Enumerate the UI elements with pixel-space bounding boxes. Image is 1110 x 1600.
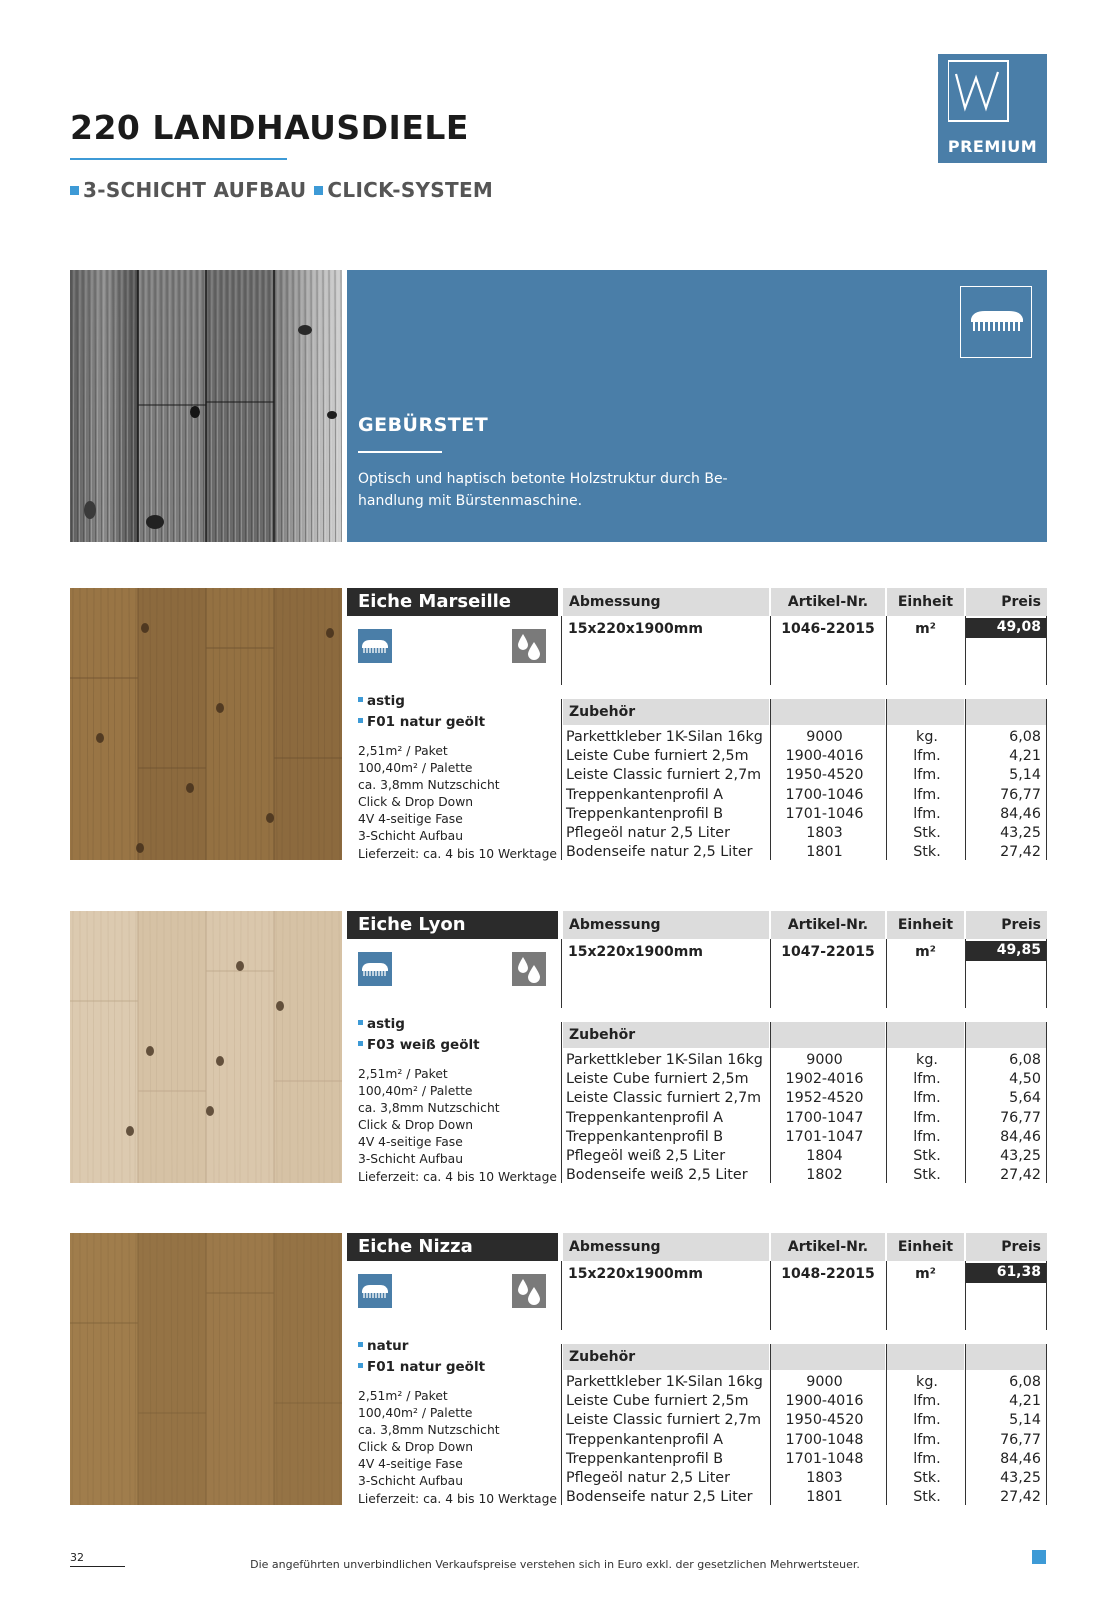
- table-divider: [770, 939, 771, 1008]
- page-title: 220 LANDHAUSDIELE: [70, 108, 469, 147]
- accessory-row: [70, 806, 1047, 825]
- accessory-price: 43,25: [1000, 825, 1041, 841]
- product-block: [70, 911, 1047, 1183]
- accessory-article: 1803: [806, 1470, 843, 1486]
- accessory-row: [70, 1090, 1047, 1109]
- accessory-unit: kg.: [916, 729, 938, 745]
- accessory-price: 6,08: [1009, 1052, 1041, 1068]
- accessory-unit: lfm.: [913, 1450, 941, 1467]
- accessory-article: 1952-4520: [785, 1090, 864, 1107]
- product-unit: m²: [915, 1266, 936, 1282]
- accessory-unit: lfm.: [913, 1128, 941, 1145]
- accessory-price: 84,46: [1000, 1450, 1041, 1467]
- accessories-header-cell: [887, 699, 964, 725]
- product-spec-line: ca. 3,8mm Nutzschicht: [358, 1101, 500, 1116]
- brushed-info-panel: [347, 270, 1047, 542]
- accessory-article: 1902-4016: [785, 1071, 864, 1088]
- accessory-name: Pflegeöl weiß 2,5 Liter: [566, 1148, 726, 1164]
- column-header-dimension: Abmessung: [563, 1233, 769, 1261]
- product-spec-line: 100,40m² / Palette: [358, 761, 473, 776]
- accessory-unit: lfm.: [913, 1109, 941, 1126]
- product-unit: m²: [915, 944, 936, 960]
- table-divider: [561, 616, 562, 685]
- accessories-header-cell: [966, 1344, 1047, 1370]
- bullet-square-icon: [358, 697, 363, 702]
- accessory-name: Treppenkantenprofil B: [566, 1128, 724, 1145]
- accessories-header-cell: [966, 1022, 1047, 1048]
- table-divider: [886, 1261, 887, 1330]
- accessory-price: 6,08: [1009, 729, 1041, 745]
- accessory-price: 76,77: [1000, 1109, 1041, 1126]
- accessory-unit: kg.: [916, 1052, 938, 1068]
- product-spec-line: 4V 4-seitige Fase: [358, 812, 463, 827]
- accessory-name: Pflegeöl natur 2,5 Liter: [566, 825, 730, 841]
- product-spec-line: 3-Schicht Aufbau: [358, 1474, 463, 1489]
- accessory-unit: lfm.: [913, 1090, 941, 1107]
- accessory-article: 1950-4520: [785, 1412, 864, 1429]
- column-header-dimension: Abmessung: [563, 911, 769, 939]
- accessory-name: Leiste Classic furniert 2,7m: [566, 1412, 762, 1429]
- accessory-name: Leiste Classic furniert 2,7m: [566, 1090, 762, 1107]
- accessory-unit: Stk.: [913, 1470, 941, 1486]
- hero-description: Optisch und haptisch betonte Holzstruktur durch Be-handlung mit Bürstenmaschine.: [358, 471, 728, 509]
- accessory-row: [70, 1412, 1047, 1431]
- product-spec-line: 4V 4-seitige Fase: [358, 1135, 463, 1150]
- accessory-row: [70, 767, 1047, 786]
- product-name: Eiche Marseille: [347, 588, 558, 616]
- accessory-price: 5,64: [1009, 1090, 1041, 1107]
- product-article: 1047-22015: [781, 944, 875, 960]
- product-spec-line: 2,51m² / Paket: [358, 1389, 448, 1403]
- product-block: [70, 1233, 1047, 1505]
- accessory-unit: Stk.: [913, 825, 941, 841]
- accessories-header-cell: [966, 699, 1047, 725]
- accessory-unit: lfm.: [913, 805, 941, 822]
- product-unit: m²: [915, 621, 936, 637]
- oil-drops-icon: [512, 1274, 546, 1308]
- table-divider: [965, 616, 966, 685]
- accessories-header-cell: [771, 1344, 885, 1370]
- table-divider: [965, 1261, 966, 1330]
- product-article: 1048-22015: [781, 1266, 875, 1282]
- accessory-article: 9000: [806, 729, 843, 745]
- accessory-unit: lfm.: [913, 1412, 941, 1429]
- accessory-article: 9000: [806, 1374, 843, 1390]
- accessory-unit: Stk.: [913, 1489, 941, 1506]
- column-header-unit: Einheit: [887, 1233, 964, 1261]
- accessory-unit: lfm.: [913, 767, 941, 784]
- accessory-row: [70, 787, 1047, 806]
- accessory-name: Leiste Cube furniert 2,5m: [566, 1071, 749, 1088]
- product-dimension: 15x220x1900mm: [568, 944, 703, 960]
- product-spec-line: ca. 3,8mm Nutzschicht: [358, 1423, 500, 1438]
- brush-icon: [358, 1274, 392, 1308]
- accessory-row: [70, 1071, 1047, 1090]
- accessories-header-cell: [771, 1022, 885, 1048]
- product-tags: [358, 1336, 485, 1378]
- accessory-name: Bodenseife natur 2,5 Liter: [566, 844, 753, 861]
- table-divider: [1046, 939, 1047, 1008]
- product-spec-line: Lieferzeit: ca. 4 bis 10 Werktage: [358, 846, 557, 861]
- accessory-price: 76,77: [1000, 786, 1041, 803]
- product-spec-line: 2,51m² / Paket: [358, 1067, 448, 1081]
- accessory-unit: lfm.: [913, 786, 941, 803]
- table-divider: [561, 939, 562, 1008]
- accessories-header: Zubehör: [563, 1344, 769, 1370]
- product-tags: [358, 1014, 480, 1056]
- product-spec-line: 100,40m² / Palette: [358, 1084, 473, 1099]
- bullet-square-icon: [358, 1342, 363, 1347]
- accessory-price: 76,77: [1000, 1431, 1041, 1448]
- accessory-row: [70, 1374, 1047, 1393]
- brush-icon: [358, 629, 392, 663]
- product-tags: [358, 691, 485, 733]
- product-article: 1046-22015: [781, 621, 875, 637]
- table-divider: [886, 616, 887, 685]
- accessory-row: [70, 1470, 1047, 1489]
- product-tag: F03 weiß geölt: [358, 1035, 480, 1056]
- product-tag: astig: [358, 691, 485, 712]
- accessory-row: [70, 1489, 1047, 1508]
- accessory-article: 9000: [806, 1052, 843, 1068]
- accessory-unit: Stk.: [913, 844, 941, 861]
- product-price: 49,08: [966, 618, 1047, 638]
- accessory-article: 1701-1048: [785, 1450, 864, 1467]
- column-header-dimension: Abmessung: [563, 588, 769, 616]
- accessory-row: [70, 729, 1047, 748]
- accessory-unit: Stk.: [913, 1167, 941, 1184]
- accessory-article: 1802: [806, 1167, 843, 1184]
- bullet-square-icon: [358, 1020, 363, 1025]
- accessory-article: 1700-1048: [785, 1431, 864, 1448]
- table-divider: [1046, 1261, 1047, 1330]
- column-header-article: Artikel-Nr.: [771, 588, 885, 616]
- accessories-header-cell: [771, 699, 885, 725]
- product-tag: F01 natur geölt: [358, 1357, 485, 1378]
- accessory-price: 43,25: [1000, 1470, 1041, 1486]
- accessory-row: [70, 1393, 1047, 1412]
- accessory-article: 1950-4520: [785, 767, 864, 784]
- product-spec-line: Click & Drop Down: [358, 1118, 474, 1133]
- product-tag: F01 natur geölt: [358, 712, 485, 733]
- product-spec-line: Lieferzeit: ca. 4 bis 10 Werktage: [358, 1491, 557, 1506]
- product-dimension: 15x220x1900mm: [568, 1266, 703, 1282]
- accessory-row: [70, 1052, 1047, 1071]
- accessory-article: 1900-4016: [785, 748, 864, 765]
- accessory-price: 5,14: [1009, 1412, 1041, 1429]
- accessory-name: Parkettkleber 1K-Silan 16kg: [566, 1374, 763, 1390]
- footer-square-icon: [1032, 1550, 1046, 1564]
- accessory-unit: lfm.: [913, 1071, 941, 1088]
- column-header-article: Artikel-Nr.: [771, 911, 885, 939]
- accessory-row: [70, 1110, 1047, 1129]
- column-header-article: Artikel-Nr.: [771, 1233, 885, 1261]
- table-divider: [1046, 616, 1047, 685]
- accessory-row: [70, 1451, 1047, 1470]
- column-header-unit: Einheit: [887, 911, 964, 939]
- table-divider: [965, 939, 966, 1008]
- accessory-price: 27,42: [1000, 1489, 1041, 1506]
- premium-label: PREMIUM: [947, 137, 1038, 156]
- accessory-name: Bodenseife weiß 2,5 Liter: [566, 1167, 748, 1184]
- product-spec-line: 3-Schicht Aufbau: [358, 829, 463, 844]
- column-header-price: Preis: [966, 911, 1047, 939]
- column-header-price: Preis: [966, 588, 1047, 616]
- table-divider: [770, 1261, 771, 1330]
- accessory-name: Leiste Classic furniert 2,7m: [566, 767, 762, 784]
- accessory-row: [70, 1129, 1047, 1148]
- accessory-row: [70, 844, 1047, 863]
- subtitle-part-1: 3-SCHICHT AUFBAU: [83, 178, 307, 202]
- table-divider: [561, 1261, 562, 1330]
- brush-icon: [960, 286, 1032, 358]
- accessories-header: Zubehör: [563, 1022, 769, 1048]
- accessory-article: 1803: [806, 825, 843, 841]
- hero-title-underline: [358, 451, 442, 453]
- product-block: [70, 588, 1047, 860]
- footer-note: Die angeführten unverbindlichen Verkaufspreise verstehen sich in Euro exkl. der gesetzlichen Mehrwertsteuer.: [250, 1558, 860, 1571]
- accessory-price: 4,21: [1009, 1393, 1041, 1410]
- accessory-price: 84,46: [1000, 1128, 1041, 1145]
- subtitle-part-2: CLICK-SYSTEM: [327, 178, 494, 202]
- product-spec-line: 4V 4-seitige Fase: [358, 1457, 463, 1472]
- accessory-name: Treppenkantenprofil A: [566, 1109, 723, 1126]
- product-spec-line: Click & Drop Down: [358, 1440, 474, 1455]
- accessory-article: 1700-1046: [785, 786, 864, 803]
- accessories-header-cell: [887, 1344, 964, 1370]
- column-header-price: Preis: [966, 1233, 1047, 1261]
- product-name: Eiche Lyon: [347, 911, 558, 939]
- accessory-article: 1701-1047: [785, 1128, 864, 1145]
- product-tag: astig: [358, 1014, 480, 1035]
- table-divider: [770, 616, 771, 685]
- accessory-name: Treppenkantenprofil A: [566, 786, 723, 803]
- column-header-unit: Einheit: [887, 588, 964, 616]
- product-spec-line: 100,40m² / Palette: [358, 1406, 473, 1421]
- accessory-name: Treppenkantenprofil B: [566, 1450, 724, 1467]
- hero-title: GEBÜRSTET: [358, 414, 489, 436]
- table-divider: [886, 939, 887, 1008]
- accessory-name: Bodenseife natur 2,5 Liter: [566, 1489, 753, 1506]
- product-spec-line: 3-Schicht Aufbau: [358, 1152, 463, 1167]
- accessories-header: Zubehör: [563, 699, 769, 725]
- accessory-unit: kg.: [916, 1374, 938, 1390]
- bullet-square-icon: [358, 1363, 363, 1368]
- accessory-article: 1801: [806, 844, 843, 861]
- accessory-price: 6,08: [1009, 1374, 1041, 1390]
- product-price: 61,38: [966, 1263, 1047, 1283]
- accessory-name: Leiste Cube furniert 2,5m: [566, 748, 749, 765]
- bullet-square-icon: [70, 186, 79, 195]
- title-underline: [70, 158, 287, 160]
- accessory-name: Parkettkleber 1K-Silan 16kg: [566, 729, 763, 745]
- product-spec-line: Click & Drop Down: [358, 795, 474, 810]
- product-price: 49,85: [966, 941, 1047, 961]
- accessory-name: Parkettkleber 1K-Silan 16kg: [566, 1052, 763, 1068]
- oil-drops-icon: [512, 629, 546, 663]
- product-dimension: 15x220x1900mm: [568, 621, 703, 637]
- accessory-row: [70, 825, 1047, 844]
- page-number: 32: [70, 1551, 84, 1564]
- accessory-name: Pflegeöl natur 2,5 Liter: [566, 1470, 730, 1486]
- accessory-name: Treppenkantenprofil B: [566, 805, 724, 822]
- bullet-square-icon: [358, 718, 363, 723]
- product-spec-line: ca. 3,8mm Nutzschicht: [358, 778, 500, 793]
- brush-icon: [358, 952, 392, 986]
- accessory-name: Treppenkantenprofil A: [566, 1431, 723, 1448]
- accessory-price: 4,50: [1009, 1071, 1041, 1088]
- accessory-article: 1900-4016: [785, 1393, 864, 1410]
- product-spec-line: 2,51m² / Paket: [358, 744, 448, 758]
- oil-drops-icon: [512, 952, 546, 986]
- page-subtitle: [70, 178, 493, 202]
- accessory-price: 27,42: [1000, 1167, 1041, 1184]
- accessory-price: 27,42: [1000, 844, 1041, 861]
- accessory-price: 4,21: [1009, 748, 1041, 765]
- product-spec-line: Lieferzeit: ca. 4 bis 10 Werktage: [358, 1169, 557, 1184]
- accessory-row: [70, 748, 1047, 767]
- accessory-row: [70, 1432, 1047, 1451]
- w-logo-icon: [948, 60, 1036, 124]
- product-name: Eiche Nizza: [347, 1233, 558, 1261]
- brushed-wood-sample-image: [70, 270, 342, 542]
- accessory-article: 1804: [806, 1148, 843, 1164]
- premium-logo: [938, 54, 1047, 163]
- accessory-unit: lfm.: [913, 1393, 941, 1410]
- bullet-square-icon: [314, 186, 323, 195]
- accessory-unit: lfm.: [913, 748, 941, 765]
- product-tag: natur: [358, 1336, 485, 1357]
- accessory-price: 5,14: [1009, 767, 1041, 784]
- accessory-article: 1701-1046: [785, 805, 864, 822]
- accessory-article: 1801: [806, 1489, 843, 1506]
- bullet-square-icon: [358, 1041, 363, 1046]
- accessories-header-cell: [887, 1022, 964, 1048]
- accessory-unit: lfm.: [913, 1431, 941, 1448]
- accessory-row: [70, 1148, 1047, 1167]
- accessory-row: [70, 1167, 1047, 1186]
- accessory-name: Leiste Cube furniert 2,5m: [566, 1393, 749, 1410]
- accessory-unit: Stk.: [913, 1148, 941, 1164]
- accessory-article: 1700-1047: [785, 1109, 864, 1126]
- accessory-price: 43,25: [1000, 1148, 1041, 1164]
- accessory-price: 84,46: [1000, 805, 1041, 822]
